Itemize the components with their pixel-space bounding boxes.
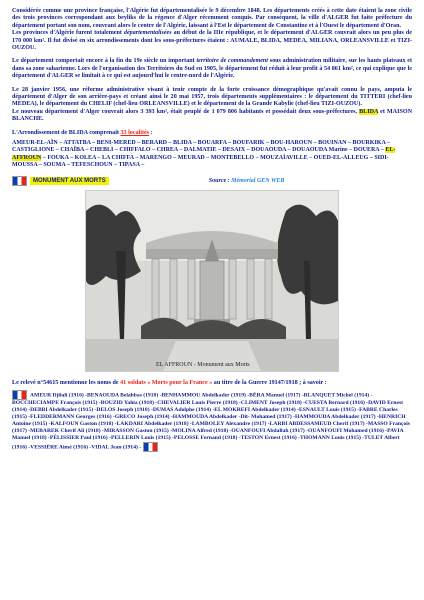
releve-paragraph: Le relevé n°54615 mentionne les noms de 41 soldats « Morts pour la France » au titre de la Guerre 19147/1918 ; à savoir : [12, 380, 327, 387]
el-affroun-highlight: EL-AFFROUN [12, 147, 396, 161]
blida-highlight: BLIDA [359, 108, 379, 115]
soldiers-names-list: AMEUR Djilali (1916) -BENAOUDA Belabbas (1918) -BENHAMMOU Abdelkader (1919) -BÉRA Manuel (1917) -BLANQUET Michel (1914) -BOCCHECIAMPE François (1915) -BOUZID Yahia (1918) -CHEVALIER Louis Pierre (1918) -CLIMENT Joseph (1918) -CUESTA Bernard (1916) -DAVID Ernest (1914) -DEBBI Abdelkader (1915) -DELOS Joseph (1918) -DUMAS Adolphe (1914) -EL MOKREFI Abdelkader (1914) -ESNAULT Louis (1915) -FABRE Charles (1915) -FLEDDERMANN Georges (1916) -GRECO Joseph (1914) -HAMMOUDA Abdelkader -Dit- Mohamed (1917) -HAMMOUDA Abdelkader (1917) -HENRICH Antoine (1915) -KALFOUN Gaston (1918) -LAKDARI Abdelkader (1918) -LAMBOLEY Alexandre (1917) -LARBI ABDESSAMEUD Cherif (1917) -MASSO François (1917) -MEBAREK Cherif Ali (1918) -MIRASSON Gaston (1915) -MOLINA Alfred (1918) -OUANFOUFI Abdallah (1917) -OUANFOUFI Mohamed (1916) -PAVIA Manuel (1918) -PÉLISSIER Paul (1916) -PELLERIN Louis (1915) -PELOSSE Fernand (1918) -TESTON Ernest (1916) -THOMANN Louis (1915) -TULET Albert (1916) -VESSIÈRE Aimé (1916) -VIDAL Jean (1914) - [12, 390, 412, 452]
soldiers-count: 41 soldats « Morts pour la France » [120, 380, 213, 387]
source-credit: Source : Mémorial GEN WEB [208, 177, 285, 184]
french-flag-icon [12, 176, 27, 186]
intro-paragraph-2: Les provinces d'Algérie furent totalement départementalisées au début de la IIIe république, et le département d'ALGER couvrait alors un peu plus de 170 000 km². Il fut divisé en six arrondissements dont les sous-préfectures étaient : AUMALE, BLIDA, MEDEA, MILIANA, ORLEANSVILLE et TIZI-OUZOU. [12, 30, 412, 52]
intro-paragraph-4: Le 28 janvier 1956, une réforme administrative visant à tenir compte de la forte croissance démographique qu'avait connu le pays, amputa le département d'Alger de son arrière-pays et créant ainsi le 20 mai 1957, trois départements supplémentaires : le département du TITTERI (chef-lieu MEDEA), le département du CHELIF (chef-lieu ORLEANSVILLE) et le département de la Grande Kabylie (chef-lieu TIZI-OUZOU). [12, 86, 412, 108]
french-flag-icon [12, 390, 27, 400]
intro-paragraph-1: Considérée comme une province française, l'Algérie fut départementalisée le 9 décembre 1848. Les départements créés à cette date étaient la zone civile des trois provinces correspondant aux beyliks de la régence d'Alger récemment conquis. Par conséquent, la ville d'ALGER fut faite préfecture du département portant son nom, couvrant alors le centre de l'Algérie, laissant à l'Est le département de Constantine et à l'Ouest le département d'Oran. [12, 8, 412, 29]
arrondissement-heading: L'Arrondissement de BLIDA comprenait 33 localités : [12, 129, 153, 136]
monument-label: MONUMENT AUX MORTS [30, 177, 109, 185]
communes-list: AMEUR-EL-AÏN – ATTATBA – BENI-MERED – BERARD – BLIDA – BOUARFA – BOUFARIK – BOU-HAROUN – BOUINAN – BOURKIKA – CASTIGLIONE – CHAÏBA – CHEBLI – CHIFFALO – CHREA – DALMATIE – DESAIX – DOUAOUDA – DOUAOUDA Marine – DOUERA – EL-AFFROUN – FOUKA – KOLEA – LA CHIFFA – MARENGO – MEURAD – MONTEBELLO – MOUZAÏAVILLE – OUED-EL-ALLEUG – SIDI-MOUSSA – SOUMA – TEFESCHOUN – TIPASA – [12, 139, 396, 168]
photo-container [12, 190, 412, 372]
localities-count: 33 localités [120, 129, 150, 136]
intro-paragraph-5: Le nouveau département d'Alger couvrait alors 3 393 km², était peuplé de 1 079 806 habitants et possédait deux sous-préfectures, BLIDA et MAISON BLANCHE. [12, 108, 412, 123]
french-flag-icon [143, 442, 158, 452]
monument-photo [85, 190, 339, 372]
source-link[interactable]: Mémorial GEN WEB [231, 177, 285, 184]
intro-paragraph-3: Le département comportait encore à la fin du 19e siècle un important territoire de commandement sous administration militaire, sur les hauts plateaux et dans sa zone saharienne. Lors de l'organisation des Territoires du Sud en 1905, le département fut réduit à leur profit à 54 861 km², ce qui explique que le département d'ALGER se limitait à ce qui est aujourd'hui le centre-nord de l'Algérie. [12, 58, 412, 80]
photo-caption: EL AFFROUN - Monument aux Morts [156, 362, 250, 369]
monument-header [12, 175, 412, 186]
